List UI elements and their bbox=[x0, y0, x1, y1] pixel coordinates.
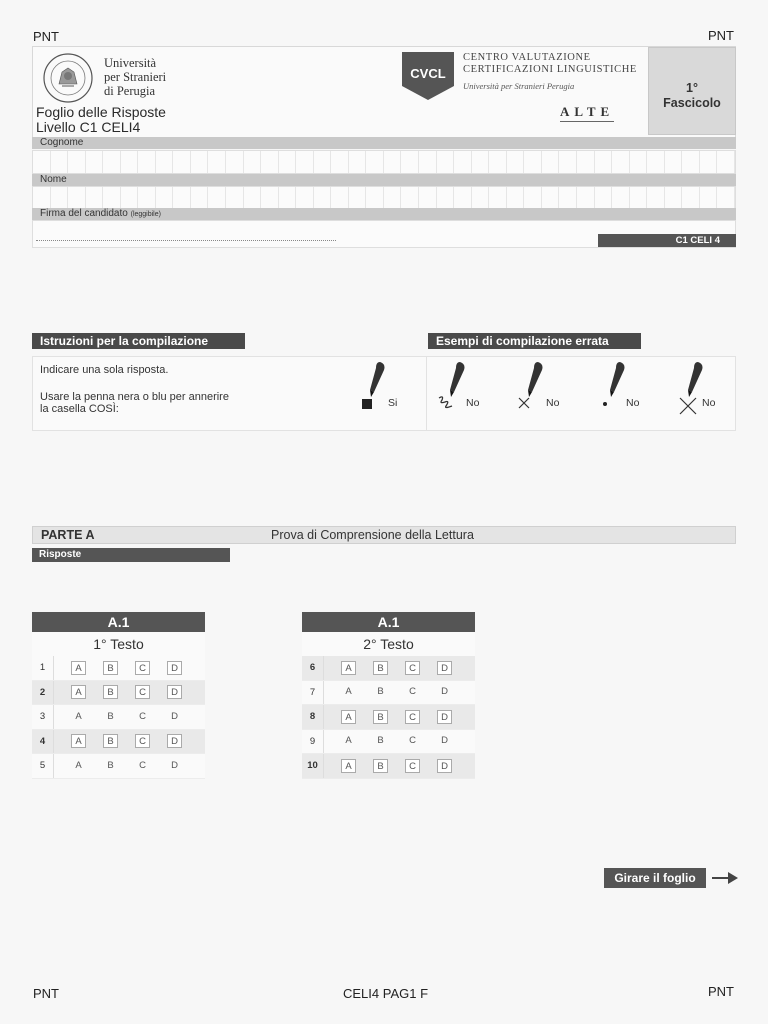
answer-option-b[interactable]: B bbox=[377, 686, 384, 698]
answer-option-b[interactable]: B bbox=[377, 735, 384, 747]
answer-option-b[interactable]: B bbox=[373, 661, 388, 675]
level-tag: C1 CELI 4 bbox=[598, 234, 736, 247]
answer-option-b[interactable]: B bbox=[103, 734, 118, 748]
answer-row bbox=[32, 681, 205, 706]
answer-table-1 bbox=[32, 612, 205, 779]
answer-option-c[interactable]: C bbox=[405, 759, 420, 773]
answer-row bbox=[32, 754, 205, 779]
answer-option-d[interactable]: D bbox=[171, 759, 178, 771]
parte-bar bbox=[32, 526, 736, 544]
fascicolo-box: 1° Fascicolo bbox=[648, 47, 736, 135]
answer-option-c[interactable]: C bbox=[139, 759, 146, 771]
wrong-example-label-4: No bbox=[702, 397, 716, 409]
answer-row bbox=[302, 730, 475, 755]
answer-option-c[interactable]: C bbox=[405, 710, 420, 724]
answer-option-a[interactable]: A bbox=[71, 734, 86, 748]
university-name: Università per Stranieri di Perugia bbox=[104, 56, 167, 98]
answer-table-heading: A.1 bbox=[32, 612, 205, 632]
answer-table-2 bbox=[302, 612, 475, 779]
cognome-field[interactable] bbox=[32, 150, 736, 174]
answer-option-d[interactable]: D bbox=[437, 661, 452, 675]
answer-option-d[interactable]: D bbox=[167, 734, 182, 748]
corner-mark-bottom-left: PNT bbox=[33, 986, 59, 1001]
arrow-right-icon bbox=[710, 868, 740, 888]
large-cross-mark-icon bbox=[678, 396, 698, 416]
cvcl-logo-icon bbox=[400, 50, 456, 102]
answer-option-c[interactable]: C bbox=[135, 734, 150, 748]
alte-logo: ALTE bbox=[560, 104, 614, 122]
instructions-divider bbox=[426, 356, 427, 431]
answer-row bbox=[32, 730, 205, 755]
answer-table-subheading: 2° Testo bbox=[302, 632, 475, 656]
correct-example-label: Si bbox=[388, 397, 398, 409]
answer-option-d[interactable]: D bbox=[441, 686, 448, 698]
answer-row bbox=[302, 681, 475, 706]
sheet-title: Foglio delle Risposte Livello C1 CELI4 bbox=[36, 104, 166, 135]
answer-option-a[interactable]: A bbox=[75, 710, 82, 722]
nome-field[interactable] bbox=[32, 186, 736, 210]
question-number: 6 bbox=[302, 656, 324, 680]
instructions-heading: Istruzioni per la compilazione bbox=[32, 333, 245, 349]
pen-icon bbox=[360, 360, 390, 398]
answer-option-d[interactable]: D bbox=[437, 710, 452, 724]
answer-option-c[interactable]: C bbox=[139, 710, 146, 722]
cross-mark-icon bbox=[517, 396, 531, 410]
turn-page-label: Girare il foglio bbox=[604, 868, 706, 888]
answer-table-heading: A.1 bbox=[302, 612, 475, 632]
pen-icon bbox=[440, 360, 470, 398]
parte-title: Prova di Comprensione della Lettura bbox=[271, 528, 474, 542]
wrong-example-label-1: No bbox=[466, 397, 480, 409]
answer-option-d[interactable]: D bbox=[167, 685, 182, 699]
answer-option-a[interactable]: A bbox=[341, 759, 356, 773]
pen-icon bbox=[600, 360, 630, 398]
answer-option-a[interactable]: A bbox=[71, 685, 86, 699]
question-number: 10 bbox=[302, 754, 324, 778]
page-code: CELI4 PAG1 F bbox=[343, 986, 429, 1001]
university-seal-icon bbox=[42, 52, 94, 104]
parte-label: PARTE A bbox=[41, 528, 95, 542]
cvcl-badge-text: CVCL bbox=[410, 66, 446, 81]
instruction-line-2: Usare la penna nera o blu per annerire la casella COSÌ: bbox=[40, 391, 229, 415]
answer-option-b[interactable]: B bbox=[373, 759, 388, 773]
cognome-label: Cognome bbox=[32, 137, 736, 149]
answer-row bbox=[302, 754, 475, 779]
answer-option-a[interactable]: A bbox=[71, 661, 86, 675]
answer-option-c[interactable]: C bbox=[409, 686, 416, 698]
answer-row bbox=[32, 705, 205, 730]
answer-row bbox=[32, 656, 205, 681]
answer-option-d[interactable]: D bbox=[171, 710, 178, 722]
answer-option-a[interactable]: A bbox=[341, 661, 356, 675]
answer-option-a[interactable]: A bbox=[345, 735, 352, 747]
dot-mark-icon bbox=[603, 402, 607, 406]
question-number: 3 bbox=[32, 705, 54, 729]
cvcl-subtitle: Università per Stranieri Perugia bbox=[463, 81, 575, 91]
answer-option-b[interactable]: B bbox=[373, 710, 388, 724]
signature-line bbox=[36, 240, 336, 241]
answer-option-d[interactable]: D bbox=[437, 759, 452, 773]
pen-icon bbox=[678, 360, 708, 398]
wrong-example-label-3: No bbox=[626, 397, 640, 409]
question-number: 5 bbox=[32, 754, 54, 778]
corner-mark-bottom-right: PNT bbox=[708, 984, 734, 999]
errors-heading: Esempi di compilazione errata bbox=[428, 333, 641, 349]
answer-option-b[interactable]: B bbox=[107, 710, 114, 722]
question-number: 1 bbox=[32, 656, 54, 680]
cvcl-name: CENTRO VALUTAZIONE CERTIFICAZIONI LINGUISTICHE bbox=[463, 52, 637, 75]
filled-box-icon bbox=[362, 399, 372, 409]
question-number: 2 bbox=[32, 681, 54, 705]
answer-option-b[interactable]: B bbox=[103, 685, 118, 699]
question-number: 9 bbox=[302, 730, 324, 754]
firma-label: Firma del candidato (leggibile) bbox=[32, 208, 736, 220]
question-number: 4 bbox=[32, 730, 54, 754]
answer-option-c[interactable]: C bbox=[135, 685, 150, 699]
instruction-line-1: Indicare una sola risposta. bbox=[40, 364, 169, 376]
nome-label: Nome bbox=[32, 174, 736, 186]
answer-option-a[interactable]: A bbox=[75, 759, 82, 771]
question-number: 8 bbox=[302, 705, 324, 729]
scribble-mark-icon bbox=[436, 394, 456, 410]
answer-table-subheading: 1° Testo bbox=[32, 632, 205, 656]
corner-mark-top-left: PNT bbox=[33, 29, 59, 44]
wrong-example-label-2: No bbox=[546, 397, 560, 409]
answer-option-a[interactable]: A bbox=[345, 686, 352, 698]
corner-mark-top-right: PNT bbox=[708, 28, 734, 43]
answer-option-b[interactable]: B bbox=[107, 759, 114, 771]
answer-row bbox=[302, 705, 475, 730]
answer-option-d[interactable]: D bbox=[167, 661, 182, 675]
answer-option-c[interactable]: C bbox=[135, 661, 150, 675]
question-number: 7 bbox=[302, 681, 324, 705]
firma-note: (leggibile) bbox=[130, 211, 161, 218]
answer-option-d[interactable]: D bbox=[441, 735, 448, 747]
answer-option-c[interactable]: C bbox=[405, 661, 420, 675]
answer-option-a[interactable]: A bbox=[341, 710, 356, 724]
pen-icon bbox=[518, 360, 548, 398]
risposte-label: Risposte bbox=[32, 548, 230, 562]
answer-option-b[interactable]: B bbox=[103, 661, 118, 675]
answer-option-c[interactable]: C bbox=[409, 735, 416, 747]
answer-row bbox=[302, 656, 475, 681]
